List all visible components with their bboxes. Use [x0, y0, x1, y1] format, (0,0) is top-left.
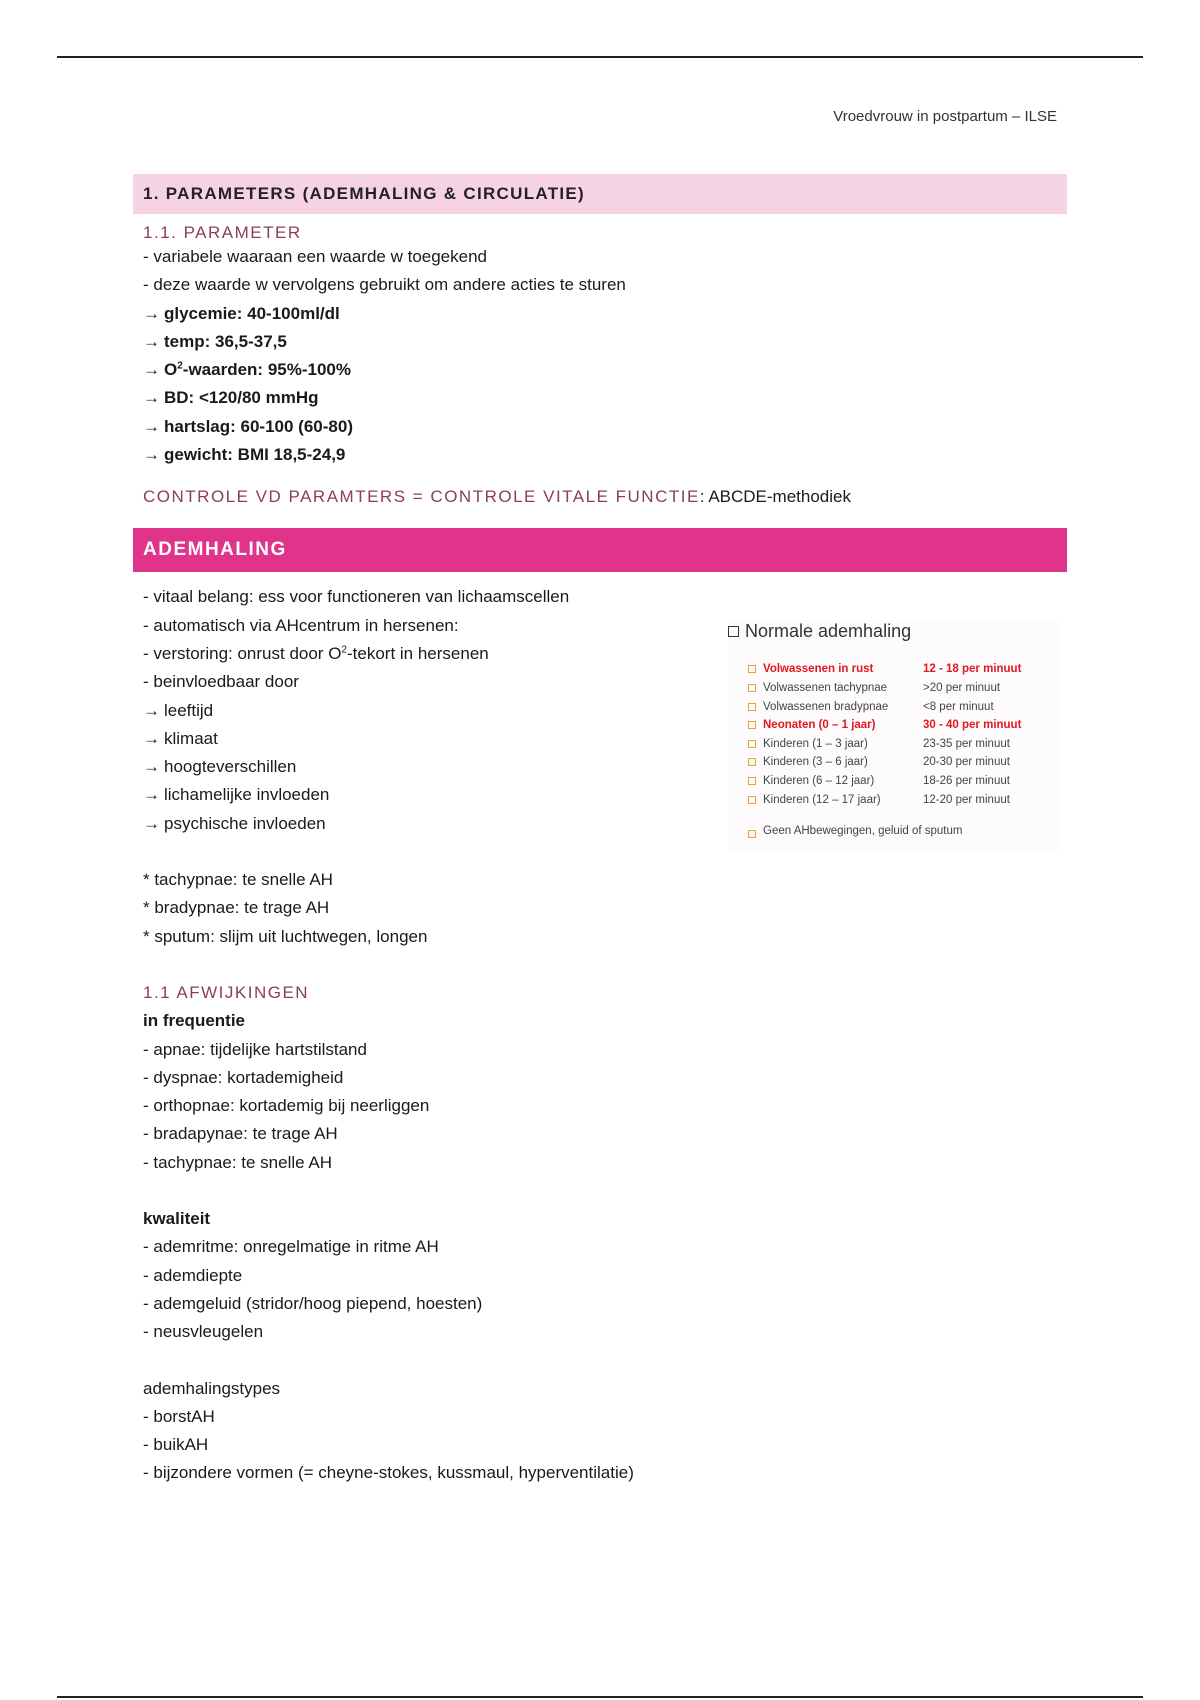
- list-item: - bijzondere vormen (= cheyne-stokes, kussmaul, hyperventilatie): [143, 1463, 634, 1483]
- list-item: - orthopnae: kortademig bij neerliggen: [143, 1096, 430, 1116]
- arrow-right-icon: →: [143, 360, 160, 380]
- list-item: - dyspnae: kortademigheid: [143, 1067, 344, 1087]
- definition-item: * bradypnae: te trage AH: [143, 898, 330, 918]
- checkbox-square-icon: [728, 626, 739, 637]
- parameter-temp: → temp: 36,5-37,5: [143, 331, 287, 351]
- list-item: - vitaal belang: ess voor functioneren van lichaamscellen: [143, 587, 570, 607]
- arrow-right-icon: →: [143, 813, 160, 833]
- bullet-square-icon: [748, 740, 756, 748]
- rate-row: Kinderen (12 – 17 jaar) 12-20 per minuut: [728, 791, 1058, 810]
- list-item: - borstAH: [143, 1406, 215, 1426]
- bullet-square-icon: [748, 684, 756, 692]
- definition-item: * tachypnae: te snelle AH: [143, 870, 333, 890]
- list-item: - deze waarde w vervolgens gebruikt om andere acties te sturen: [143, 275, 626, 295]
- bullet-square-icon: [748, 758, 756, 766]
- parameter-o2: → $O^2$-waarden: 95%-100%: [143, 360, 351, 380]
- subheading-parameter: 1.1. PARAMETER: [143, 223, 302, 242]
- running-header: Vroedvrouw in postpartum – ILSE: [833, 108, 1057, 125]
- influence-item: → hoogteverschillen: [143, 757, 297, 777]
- list-item: - variabele waaraan een waarde w toegekend: [143, 247, 488, 266]
- arrow-right-icon: →: [143, 303, 160, 323]
- list-item: - bradapynae: te trage AH: [143, 1124, 338, 1144]
- inset-title: Normale ademhaling: [728, 621, 1058, 642]
- influence-item: → psychische invloeden: [143, 813, 326, 833]
- ademhaling-section: [133, 583, 1067, 1487]
- rate-row: Kinderen (1 – 3 jaar) 23-35 per minuut: [728, 735, 1058, 754]
- parameter-bd: → BD: <120/80 mmHg: [143, 388, 319, 408]
- parameter-list: [133, 243, 1067, 469]
- inset-footer: Geen AHbewegingen, geluid of sputum: [728, 825, 1058, 838]
- list-item: - apnae: tijdelijke hartstilstand: [143, 1039, 367, 1059]
- influence-item: → leeftijd: [143, 700, 214, 720]
- bullet-square-icon: [748, 830, 756, 838]
- list-item: - buikAH: [143, 1435, 209, 1455]
- list-item: - verstoring: onrust door $O^2$-tekort in hersenen: [143, 643, 489, 663]
- bullet-square-icon: [748, 665, 756, 673]
- heading-frequentie: in frequentie: [143, 1011, 246, 1031]
- controle-line: [133, 483, 1067, 511]
- arrow-right-icon: →: [143, 728, 160, 748]
- list-item: - neusvleugelen: [143, 1322, 264, 1342]
- parameter-gewicht: → gewicht: BMI 18,5-24,9: [143, 445, 346, 465]
- rate-row: Volwassenen in rust 12 - 18 per minuut: [728, 660, 1058, 679]
- bullet-square-icon: [748, 721, 756, 729]
- page-content: [133, 174, 1067, 1488]
- normal-breathing-inset: [728, 621, 1058, 851]
- section-heading-ademhaling: ADEMHALING: [133, 528, 1067, 572]
- rate-row: Kinderen (3 – 6 jaar) 20-30 per minuut: [728, 753, 1058, 772]
- list-item: - beinvloedbaar door: [143, 672, 299, 692]
- top-rule: [57, 56, 1143, 58]
- influence-item: → klimaat: [143, 728, 218, 748]
- arrow-right-icon: →: [143, 700, 160, 720]
- parameter-hartslag: → hartslag: 60-100 (60-80): [143, 416, 353, 436]
- list-item: - ademgeluid (stridor/hoog piepend, hoesten): [143, 1293, 483, 1313]
- section-heading-parameters: 1. PARAMETERS (ADEMHALING & CIRCULATIE): [133, 174, 1067, 214]
- list-item: - tachypnae: te snelle AH: [143, 1152, 333, 1172]
- bullet-square-icon: [748, 777, 756, 785]
- parameter-glycemie: → glycemie: 40-100ml/dl: [143, 303, 340, 323]
- rate-row: Kinderen (6 – 12 jaar) 18-26 per minuut: [728, 772, 1058, 791]
- heading-ademhalingstypes: ademhalingstypes: [143, 1378, 281, 1398]
- bottom-rule: [57, 1696, 1143, 1698]
- arrow-right-icon: →: [143, 757, 160, 777]
- subheading-afwijkingen: 1.1 AFWIJKINGEN: [143, 982, 310, 1002]
- arrow-right-icon: →: [143, 388, 160, 408]
- arrow-right-icon: →: [143, 445, 160, 465]
- arrow-right-icon: →: [143, 331, 160, 351]
- rate-row: Volwassenen tachypnae >20 per minuut: [728, 679, 1058, 698]
- controle-label: CONTROLE VD PARAMTERS = CONTROLE VITALE FUNCTIE: [143, 487, 700, 507]
- arrow-right-icon: →: [143, 416, 160, 436]
- heading-kwaliteit: kwaliteit: [143, 1209, 211, 1229]
- influence-item: → lichamelijke invloeden: [143, 785, 330, 805]
- controle-value: : ABCDE-methodiek: [699, 487, 851, 507]
- list-item: - ademdiepte: [143, 1265, 243, 1285]
- definition-item: * sputum: slijm uit luchtwegen, longen: [143, 926, 428, 946]
- list-item: - automatisch via AHcentrum in hersenen:: [143, 615, 459, 635]
- rate-row: Volwassenen bradypnae <8 per minuut: [728, 698, 1058, 717]
- bullet-square-icon: [748, 796, 756, 804]
- arrow-right-icon: →: [143, 785, 160, 805]
- bullet-square-icon: [748, 703, 756, 711]
- rate-row: Neonaten (0 – 1 jaar) 30 - 40 per minuut: [728, 716, 1058, 735]
- list-item: - ademritme: onregelmatige in ritme AH: [143, 1237, 439, 1257]
